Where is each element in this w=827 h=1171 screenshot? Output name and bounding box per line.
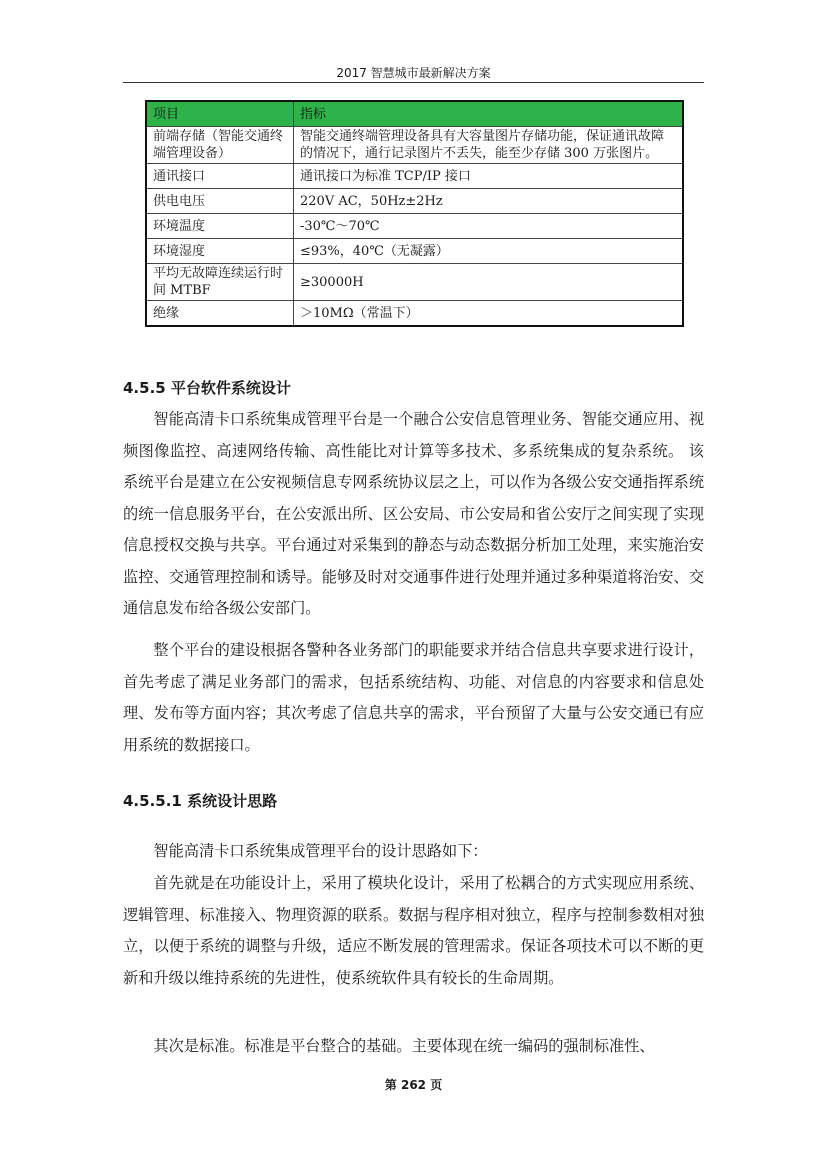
table-row bbox=[146, 127, 683, 164]
table-row bbox=[146, 214, 683, 239]
cell-value: ＞10MΩ（常温下） bbox=[294, 301, 684, 327]
table-row bbox=[146, 164, 683, 189]
cell-item: 通讯接口 bbox=[146, 164, 294, 189]
cell-value: 智能交通终端管理设备具有大容量图片存储功能，保证通讯故障的情况下，通行记录图片不丢失，能至少存储 300 万张图片。 bbox=[294, 127, 684, 164]
col-header-index: 指标 bbox=[294, 101, 684, 127]
cell-value: ≥30000H bbox=[294, 264, 684, 301]
header-rule bbox=[123, 82, 704, 83]
cell-value: 220V AC，50Hz±2Hz bbox=[294, 189, 684, 214]
table-row bbox=[146, 264, 683, 301]
cell-item: 供电电压 bbox=[146, 189, 294, 214]
paragraph: 首先就是在功能设计上，采用了模块化设计，采用了松耦合的方式实现应用系统、逻辑管理、标准接入、物理资源的联系。数据与程序相对独立，程序与控制参数相对独立，以便于系统的调整与升级，适应不断发展的管理需求。保证各项技术可以不断的更新和升级以维持系统的先进性，使系统软件具有较长的生命周期。 bbox=[123, 874, 704, 987]
cell-item: 前端存储（智能交通终端管理设备） bbox=[146, 127, 294, 164]
cell-value: ≤93%，40℃（无凝露） bbox=[294, 239, 684, 264]
cell-item: 平均无故障连续运行时间 MTBF bbox=[146, 264, 294, 301]
table-header-row bbox=[146, 101, 683, 127]
page-number: 第 262 页 bbox=[384, 1078, 443, 1092]
col-header-item: 项目 bbox=[146, 101, 294, 127]
cell-item: 绝缘 bbox=[146, 301, 294, 327]
cell-item: 环境湿度 bbox=[146, 239, 294, 264]
section-heading-4551: 4.5.5.1 系统设计思路 bbox=[123, 792, 278, 810]
paragraph: 整个平台的建设根据各警种各业务部门的职能要求并结合信息共享要求进行设计，首先考虑了满足业务部门的需求，包括系统结构、功能、对信息的内容要求和信息处理、发布等方面内容；其次考虑了信息共享的需求，平台预留了大量与公安交通已有应用系统的数据接口。 bbox=[123, 641, 704, 754]
cell-value: -30℃～70℃ bbox=[294, 214, 684, 239]
cell-value: 通讯接口为标准 TCP/IP 接口 bbox=[294, 164, 684, 189]
page-header: 2017 智慧城市最新解决方案 bbox=[336, 66, 491, 80]
paragraph: 智能高清卡口系统集成管理平台的设计思路如下： bbox=[153, 842, 488, 860]
cell-item: 环境温度 bbox=[146, 214, 294, 239]
section-heading-455: 4.5.5 平台软件系统设计 bbox=[123, 379, 291, 397]
table-row bbox=[146, 301, 683, 327]
paragraph: 其次是标准。标准是平台整合的基础。主要体现在统一编码的强制标准性、 bbox=[153, 1037, 655, 1055]
table-row bbox=[146, 189, 683, 214]
paragraph: 智能高清卡口系统集成管理平台是一个融合公安信息管理业务、智能交通应用、视频图像监控、高速网络传输、高性能比对计算等多技术、多系统集成的复杂系统。 该系统平台是建立在公安视频信息专网系统协议层之上，可以作为各级公安交通指挥系统的统一信息服务平台，在公安派出所、区公安局、市公安局和省公安厅之间实现了实现信息授权交换与共享。平台通过对采集到的静态与动态数据分析加工处理，来实施治安监控、交通管理控制和诱导。能够及时对交通事件进行处理并通过多种渠道将治安、交通信息发布给各级公安部门。 bbox=[123, 410, 704, 617]
spec-table bbox=[145, 100, 684, 327]
table-row bbox=[146, 239, 683, 264]
